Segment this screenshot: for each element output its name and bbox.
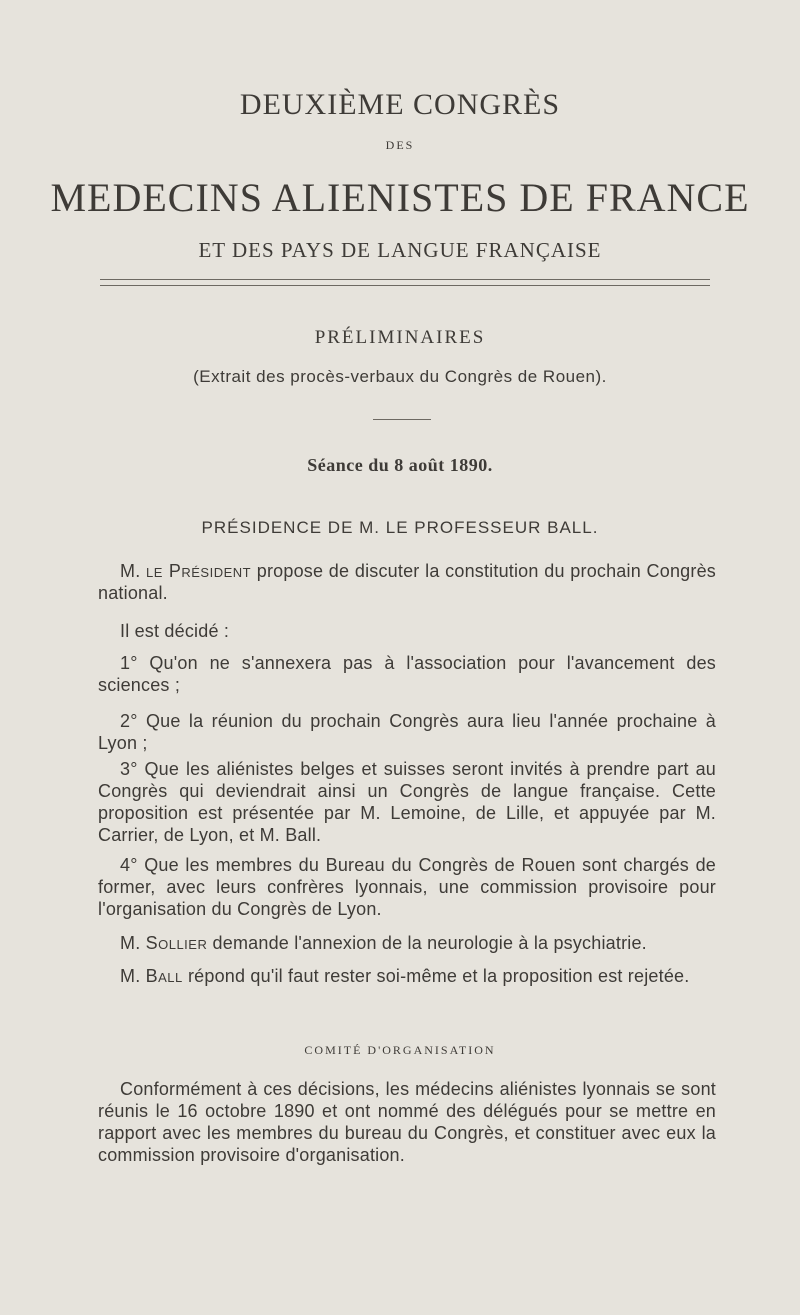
section-title: PRÉLIMINAIRES [314, 327, 486, 348]
paragraph-president [98, 560, 716, 604]
title-line-1: DEUXIÈME CONGRÈS [239, 88, 561, 121]
comite-body [98, 1078, 716, 1198]
title-line-3: MEDECINS ALIENISTES DE FRANCE [50, 175, 750, 220]
short-rule-divider [373, 419, 431, 420]
paragraph-prefix: M. [120, 933, 146, 953]
paragraph-prefix: M. [120, 561, 147, 581]
seance-date: Séance du 8 août 1890. [307, 455, 493, 475]
paragraph-ball [98, 965, 716, 987]
paragraph-comite: Conformément à ces décisions, les médecins aliénistes lyonnais se sont réunis le 16 octobre 1890 et ont nommé des délégués pour se mettre en rapport avec les membres du bureau du Congrès, et constituer avec eux la commission provisoire d'organisation. [98, 1079, 716, 1165]
paragraph-item-3: 3° Que les aliénistes belges et suisses seront invités à prendre part au Congrès qui deviendrait ainsi un Congrès de langue française. Cette proposition est présentée par M. Lemoine, de Lille, et appuyée par M. Carrier, de Lyon, et M. Ball. [98, 759, 716, 845]
paragraph-decided: Il est décidé : [120, 621, 230, 641]
paragraph-item-2: 2° Que la réunion du prochain Congrès aura lieu l'année prochaine à Lyon ; [98, 711, 716, 753]
paragraph-prefix: M. [120, 966, 146, 986]
paragraph-text: répond qu'il faut rester soi-même et la proposition est rejetée. [182, 966, 690, 986]
title-line-4: ET DES PAYS DE LANGUE FRANÇAISE [198, 238, 602, 262]
comite-heading: COMITÉ D'ORGANISATION [304, 1043, 496, 1057]
speaker-name: le Président [146, 561, 252, 581]
minutes-body [98, 560, 716, 1040]
paragraph-text: propose de discuter la constitution du prochain Congrès national. [98, 561, 716, 603]
speaker-name: Sollier [145, 933, 208, 953]
section-subtitle: (Extrait des procès-verbaux du Congrès de Rouen). [193, 367, 607, 386]
double-rule-divider [100, 279, 710, 286]
paragraph-sollier [98, 932, 716, 954]
speaker-name: Ball [145, 966, 183, 986]
paragraph-item-1: 1° Qu'on ne s'annexera pas à l'association pour l'avancement des sciences ; [98, 653, 716, 695]
presidence-heading: PRÉSIDENCE DE M. LE PROFESSEUR BALL. [201, 518, 599, 537]
title-line-2: DES [385, 138, 415, 152]
paragraph-item-4: 4° Que les membres du Bureau du Congrès de Rouen sont chargés de former, avec leurs confrères lyonnais, une commission provisoire pour l'organisation du Congrès de Lyon. [98, 855, 716, 919]
paragraph-text: demande l'annexion de la neurologie à la psychiatrie. [207, 933, 647, 953]
